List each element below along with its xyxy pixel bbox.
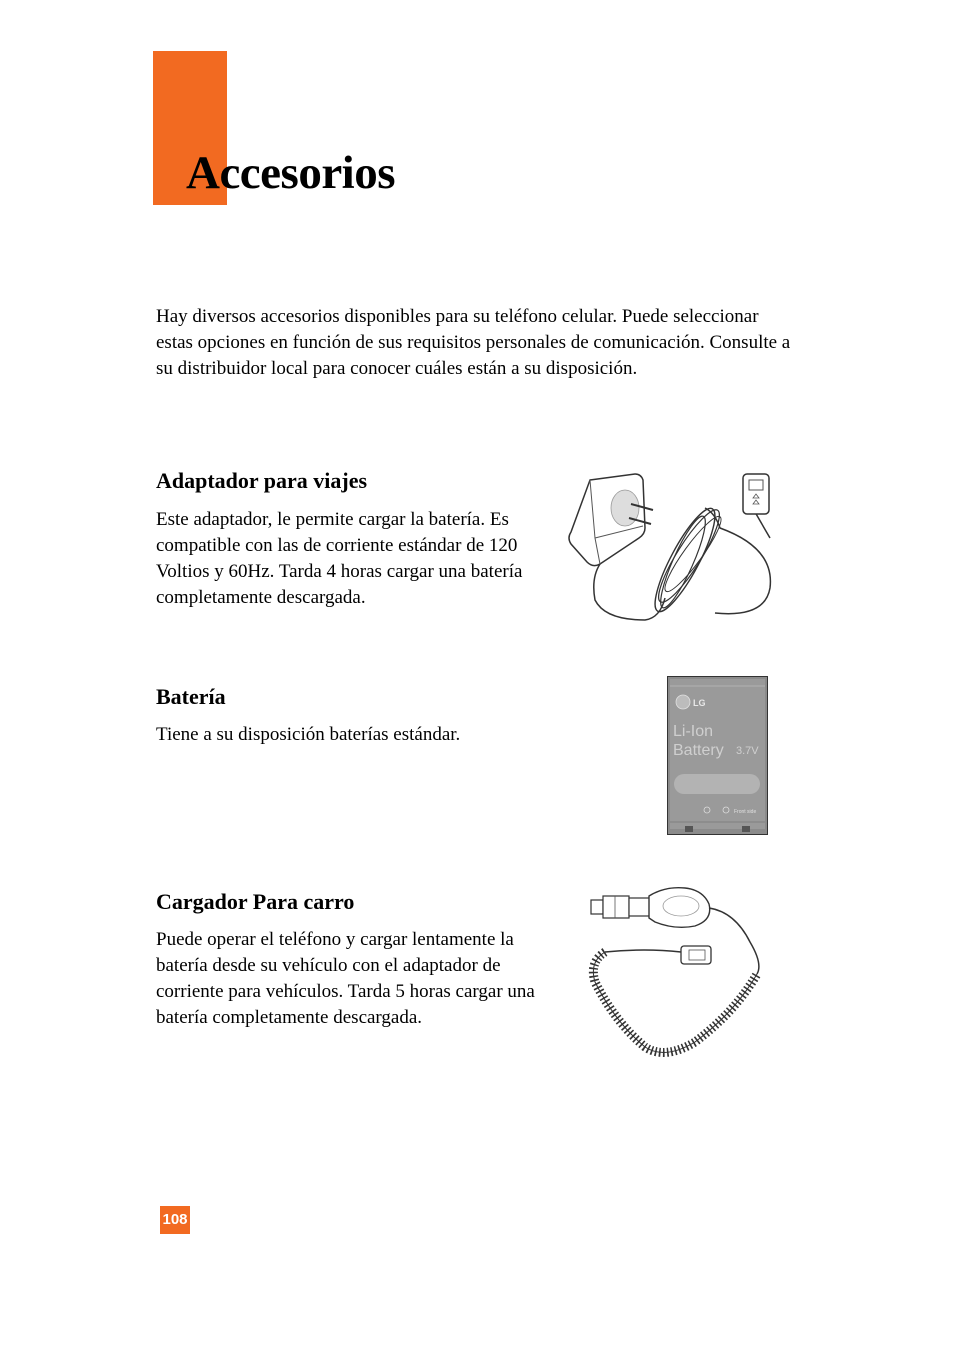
battery-brand: LG	[693, 698, 706, 708]
page-number: 108	[160, 1206, 190, 1234]
lg-logo-icon	[676, 695, 690, 709]
section-title-travel-adapter: Adaptador para viajes	[156, 468, 368, 493]
battery-side-label: Front side	[734, 809, 757, 815]
battery-illustration	[667, 676, 768, 836]
battery-voltage: 3.7V	[736, 745, 759, 757]
section-body-car-charger: Puede operar el teléfono y cargar lentamente la batería desde su vehículo con el adaptador de corriente para vehículos. Tarda 5 horas cargar una batería completamente descargada.	[156, 929, 535, 1028]
page-title: Accesorios	[186, 147, 396, 199]
battery-line1: Li-Ion	[673, 723, 714, 740]
battery-line2: Battery	[673, 742, 724, 759]
section-title-car-charger: Cargador Para carro	[156, 889, 355, 914]
section-title-battery: Batería	[156, 684, 226, 709]
section-body-battery: Tiene a su disposición baterías estándar.	[156, 724, 461, 745]
section-body-travel-adapter: Este adaptador, le permite cargar la batería. Es compatible con las de corriente estándar de 120 Voltios y 60Hz. Tarda 4 horas cargar una batería completamente descargada.	[156, 509, 523, 608]
intro-paragraph: Hay diversos accesorios disponibles para su teléfono celular. Puede seleccionar estas opciones en función de sus requisitos personales de comunicación. Consulte a su distribuidor local para conocer cuáles están a su disposición.	[156, 306, 791, 379]
car-charger-illustration	[585, 882, 775, 1062]
travel-adapter-illustration	[565, 468, 780, 628]
